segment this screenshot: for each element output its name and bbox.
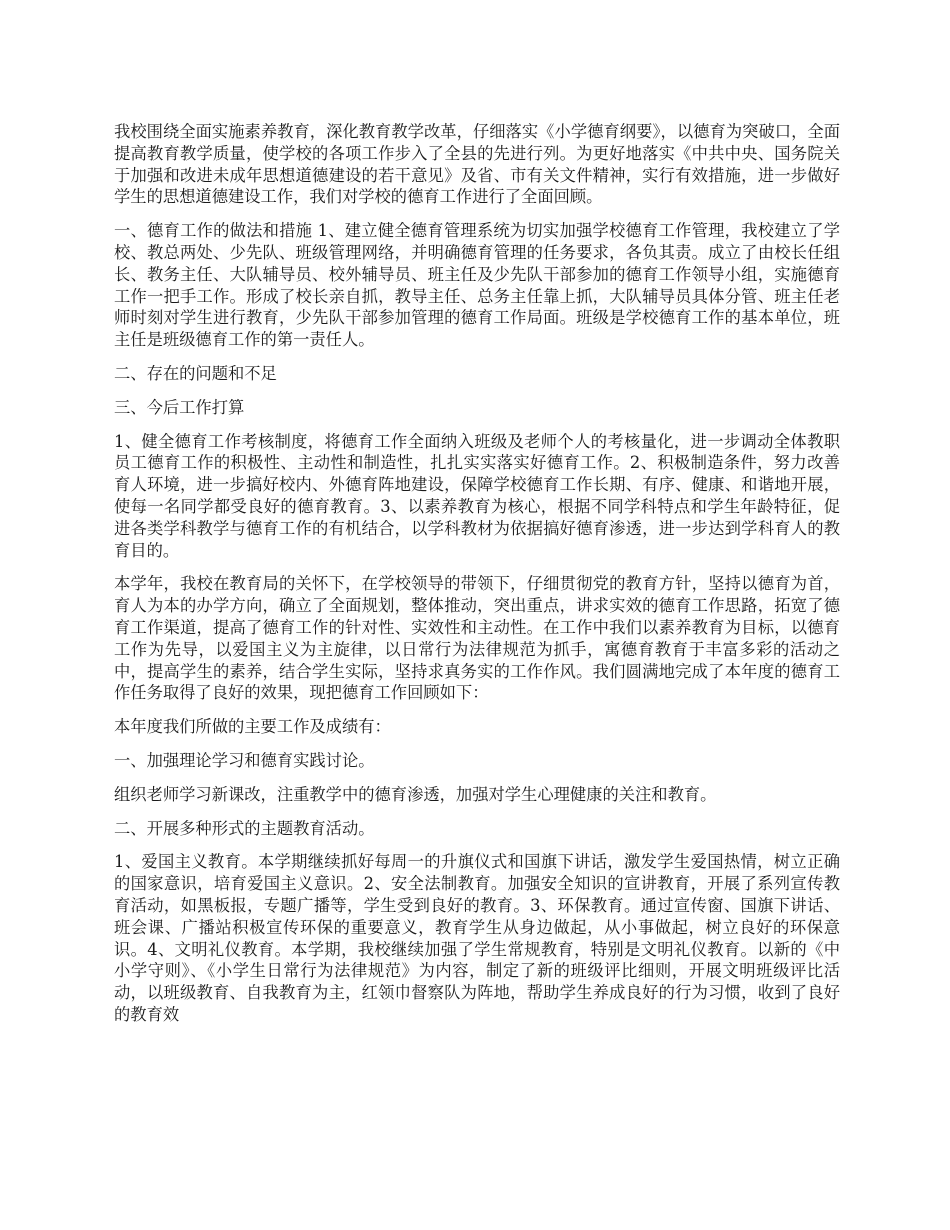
document-page [114, 121, 840, 1038]
paragraph-school-year: 本学年，我校在教育局的关怀下，在学校领导的带领下，仔细贯彻党的教育方针，坚持以德育为首，育人为本的办学方向，确立了全面规划，整体推动，突出重点，讲求实效的德育工作思路，拓宽了德育工作渠道，提高了德育工作的针对性、实效性和主动性。在工作中我们以素养教育为目标，以德育工作为先导，以爱国主义为主旋律，以日常行为法律规范为抓手，寓德育教育于丰富多彩的活动之中，提高学生的素养，结合学生实际，坚持求真务实的工作作风。我们圆满地完成了本年度的德育工作任务取得了良好的效果，现把德育工作回顾如下： [114, 574, 840, 703]
heading-theme-activities: 二、开展多种形式的主题教育活动。 [114, 818, 375, 838]
paragraph-measures: 一、德育工作的做法和措施 1、建立健全德育管理系统为切实加强学校德育工作管理，我校建立了学校、教总两处、少先队、班级管理网络，并明确德育管理的任务要求，各负其责。成立了由校长任组长、教务主任、大队辅导员、校外辅导员、班主任及少先队干部参加的德育工作领导小组，实施德育工作一把手工作。形成了校长亲自抓，教导主任、总务主任靠上抓，大队辅导员具体分管、班主任老师时刻对学生进行教育，少先队干部参加管理的德育工作局面。班级是学校德育工作的基本单位，班主任是班级德育工作的第一责任人。 [114, 221, 840, 350]
paragraph-teacher-study: 组织老师学习新课改，注重教学中的德育渗透，加强对学生心理健康的关注和教育。 [114, 784, 717, 804]
paragraph-future-plans: 1、健全德育工作考核制度，将德育工作全面纳入班级及老师个人的考核量化，进一步调动全体教职员工德育工作的积极性、主动性和制造性，扎扎实实落实好德育工作。2、积极制造条件，努力改善育人环境，进一步搞好校内、外德育阵地建设，保障学校德育工作长期、有序、健康、和谐地开展，使每一名同学都受良好的德育教育。3、以素养教育为核心，根据不同学科特点和学生年龄特征，促进各类学科教学与德育工作的有机结合，以学科教材为依据搞好德育渗透，进一步达到学科育人的教育目的。 [114, 431, 840, 560]
paragraph-intro: 我校围绕全面实施素养教育，深化教育教学改革，仔细落实《小学德育纲要》，以德育为突破口，全面提高教育教学质量，使学校的各项工作步入了全县的先进行列。为更好地落实《中共中央、国务院关于加强和改进未成年思想道德建设的若干意见》及省、市有关文件精神，实行有效措施，进一步做好学生的思想道德建设工作，我们对学校的德育工作进行了全面回顾。 [114, 122, 840, 207]
paragraph-theme-activities: 1、爱国主义教育。本学期继续抓好每周一的升旗仪式和国旗下讲话，激发学生爱国热情，树立正确的国家意识，培育爱国主义意识。2、安全法制教育。加强安全知识的宣讲教育，开展了系列宣传教育活动，如黑板报，专题广播等，学生受到良好的教育。3、环保教育。通过宣传窗、国旗下讲话、班会课、广播站积极宣传环保的重要意义，教育学生从身边做起，从小事做起，树立良好的环保意识。4、文明礼仪教育。本学期，我校继续加强了学生常规教育，特别是文明礼仪教育。以新的《中小学守则》、《小学生日常行为法律规范》为内容，制定了新的班级评比细则，开展文明班级评比活动，以班级教育、自我教育为主，红领巾督察队为阵地，帮助学生养成良好的行为习惯，收到了良好的教育效 [114, 852, 840, 1024]
heading-theory-study: 一、加强理论学习和德育实践讨论。 [114, 750, 375, 770]
heading-problems: 二、存在的问题和不足 [114, 363, 277, 383]
paragraph-achievements-intro: 本年度我们所做的主要工作及成绩有： [114, 717, 391, 737]
heading-future-plans: 三、今后工作打算 [114, 397, 245, 417]
